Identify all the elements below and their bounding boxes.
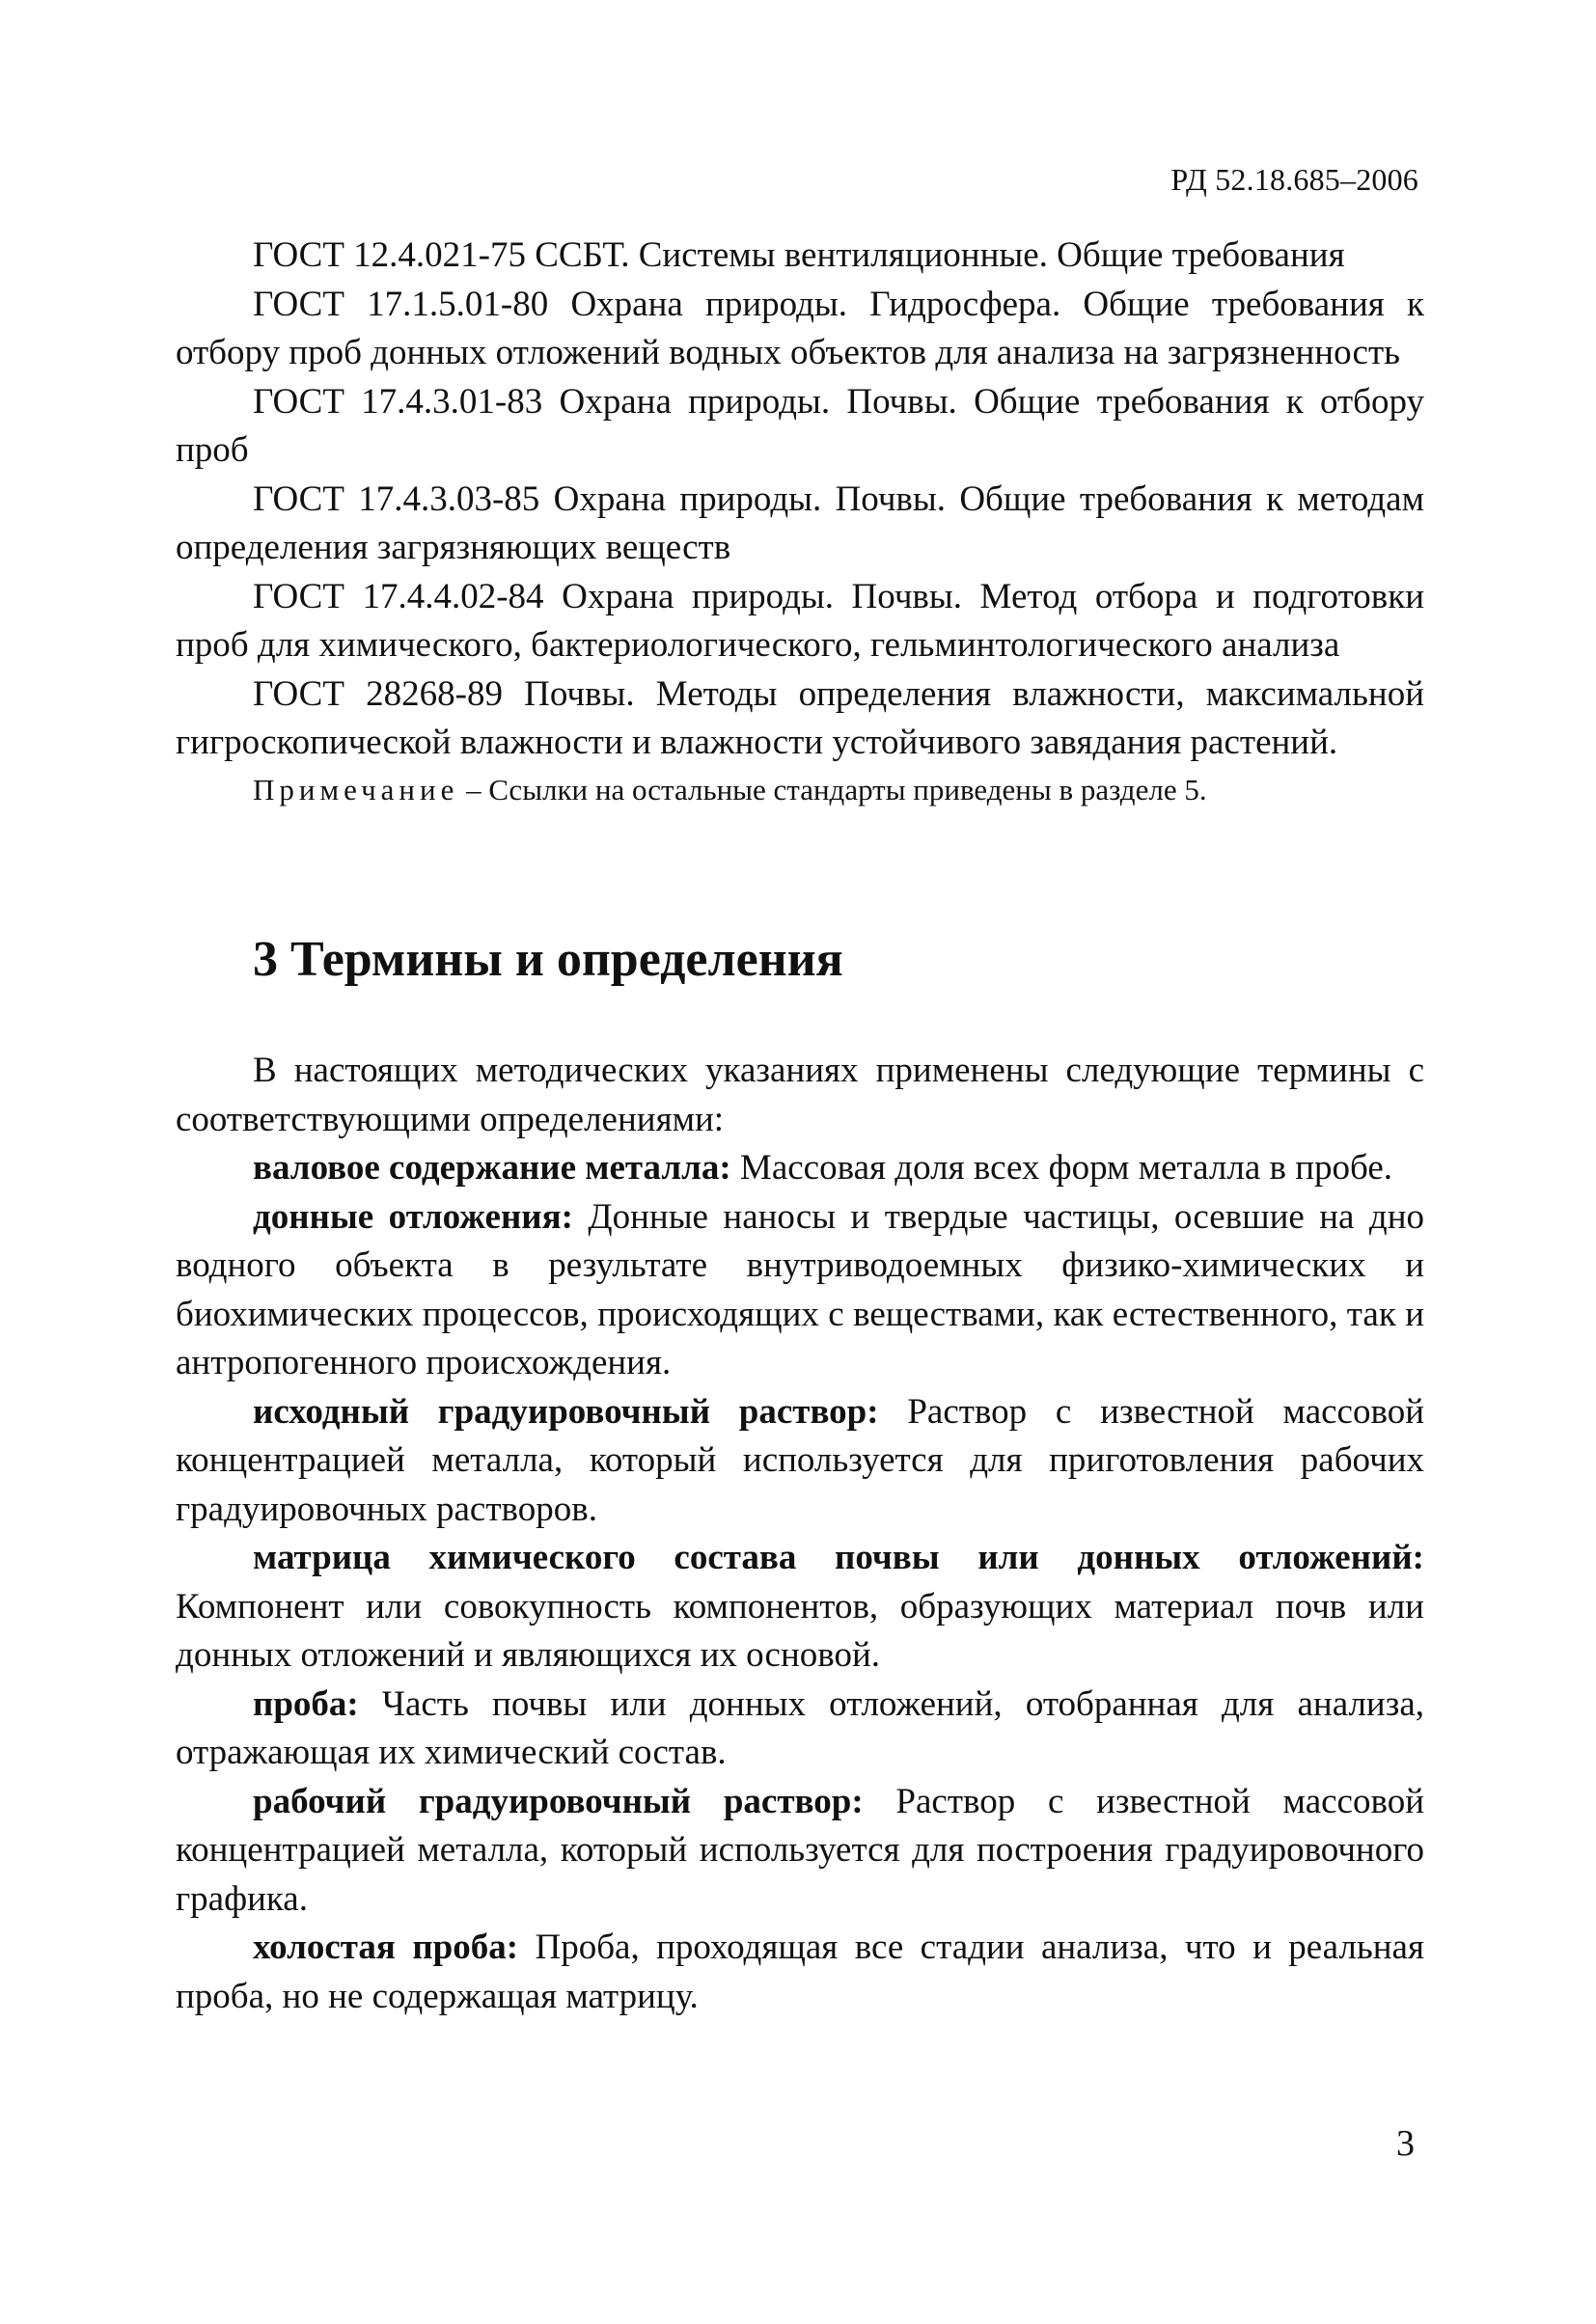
- term-entry: [176, 1388, 1424, 1535]
- term-definition: Раствор с известной массовой концентрацией металла, который используется для построения градуировочного графика.: [176, 1781, 1424, 1919]
- term-entry: [176, 1534, 1424, 1681]
- term-name: холостая проба:: [253, 1928, 519, 1967]
- term-entry: [176, 1193, 1424, 1388]
- term-name: рабочий градуировочный раствор:: [253, 1781, 864, 1821]
- term-definition: Часть почвы или донных отложений, отобранная для анализа, отражающая их химический состав.: [176, 1683, 1424, 1772]
- term-name: проба:: [253, 1683, 359, 1724]
- term-definition: Раствор с известной массовой концентрацией металла, который используется для приготовления рабочих градуировочных растворов.: [176, 1391, 1424, 1529]
- reference-item: ГОСТ 17.4.4.02-84 Охрана природы. Почвы. Метод отбора и подготовки проб для химического, бактериологического, гельминтологического анализа: [176, 576, 1424, 665]
- reference-item: ГОСТ 17.4.3.01-83 Охрана природы. Почвы. Общие требования к отбору проб: [176, 381, 1424, 470]
- term-name: донные отложения:: [253, 1196, 573, 1237]
- term-entry: [176, 1924, 1424, 2021]
- term-name: исходный градуировочный раствор:: [253, 1391, 879, 1432]
- term-name: матрица химического состава почвы или донных отложений:: [253, 1538, 1424, 1577]
- note-text: – Ссылки на остальные стандарты приведены в разделе 5.: [458, 772, 1207, 807]
- term-definition: Компонент или совокупность компонентов, образующих материал почв или донных отложений и являющихся их основой.: [176, 1586, 1424, 1675]
- reference-item: ГОСТ 17.1.5.01-80 Охрана природы. Гидросфера. Общие требования к отбору проб донных отложений водных объектов для анализа на загрязненность: [176, 284, 1424, 372]
- reference-item: ГОСТ 17.4.3.03-85 Охрана природы. Почвы. Общие требования к методам определения загрязняющих веществ: [176, 478, 1424, 567]
- section-heading: 3 Термины и определения: [253, 932, 843, 987]
- note: [176, 768, 1424, 812]
- term-entry: [176, 1778, 1424, 1925]
- section-intro: В настоящих методических указаниях применены следующие термины с соответствующими определениями:: [176, 1051, 1424, 1139]
- reference-item: ГОСТ 12.4.021-75 ССБТ. Системы вентиляционные. Общие требования: [253, 235, 1345, 275]
- term-definition: Проба, проходящая все стадии анализа, что и реальная проба, но не содержащая матрицу.: [176, 1928, 1424, 2016]
- document-code: РД 52.18.685–2006: [1170, 162, 1418, 197]
- term-definition: Массовая доля всех форм металла в пробе.: [730, 1148, 1393, 1188]
- term-entry: [176, 1681, 1424, 1778]
- terms-section: [176, 1047, 1424, 2021]
- term-name: валовое содержание металла:: [253, 1148, 731, 1188]
- page-number: 3: [1396, 2123, 1415, 2164]
- reference-item: ГОСТ 28268-89 Почвы. Методы определения влажности, максимальной гигроскопической влажности и влажности устойчивого завядания растений.: [176, 673, 1424, 762]
- term-entry: [176, 1144, 1424, 1193]
- normative-references: [176, 232, 1424, 812]
- term-definition: Донные наносы и твердые частицы, осевшие на дно водного объекта в результате внутриводоемных физико-химических и биохимических процессов, происходящих с веществами, как естественного, так и антропогенного происхождения.: [176, 1196, 1424, 1382]
- note-label: Примечание: [253, 772, 459, 807]
